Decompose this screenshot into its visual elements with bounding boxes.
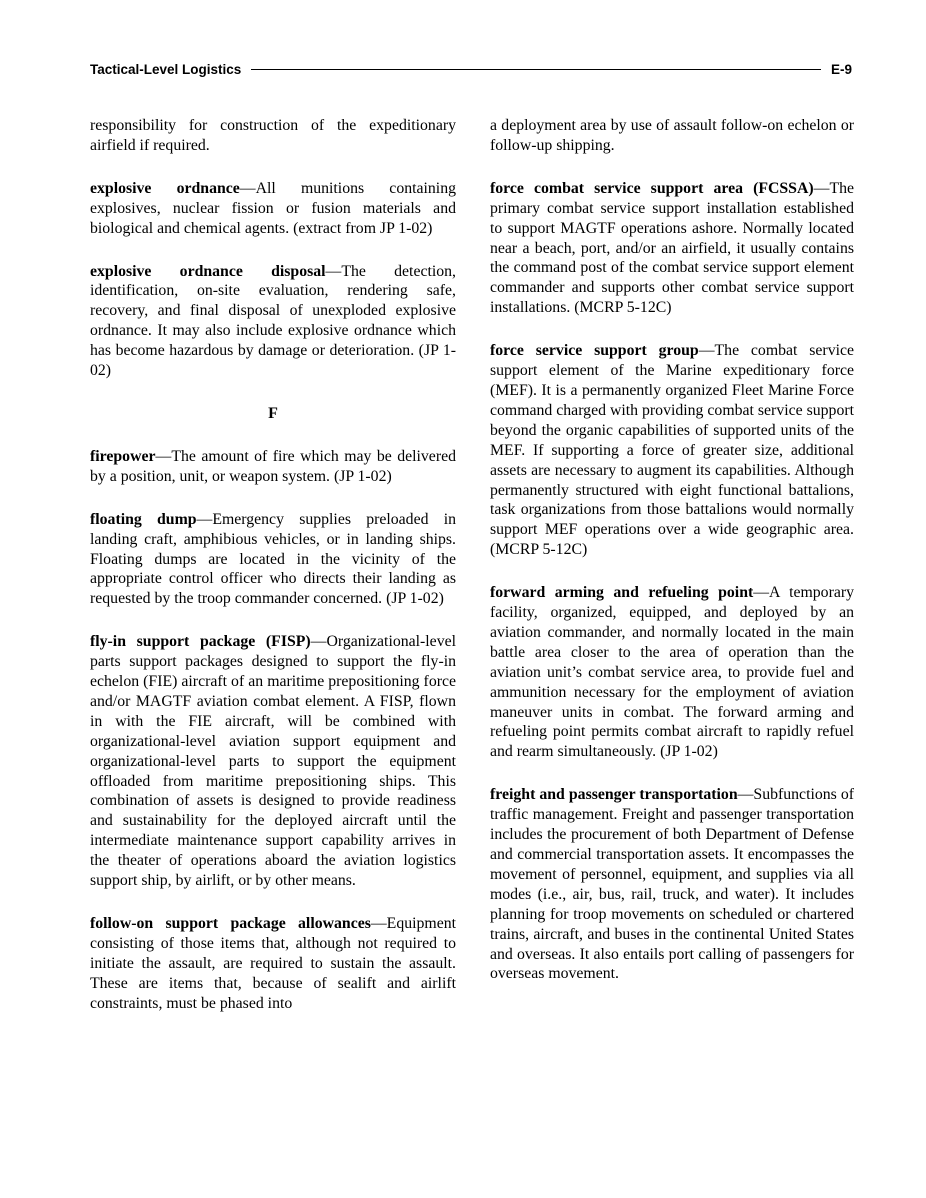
glossary-entry-follow-on-support-package bbox=[90, 914, 456, 1014]
entry-definition: —The combat service support element of the Marine expeditionary force (MEF). It is a permanently organized Fleet Marine Force command charged with providing combat service support beyond the organic capabilities of supported units of the MEF. If supporting a force of greater size, additional assets are necessary to augment its capabilities. Although permanently structured with eight functional battalions, task organizations from those battalions would normally support MEF operations over a wide geographic area. (MCRP 5-12C) bbox=[490, 342, 854, 559]
page-number: E-9 bbox=[830, 61, 852, 77]
entry-term: freight and passenger transportation bbox=[490, 786, 738, 804]
glossary-entry-explosive-ordnance bbox=[90, 179, 456, 239]
entry-definition: —Emergency supplies preloaded in landing craft, amphibious vehicles, or in landing ships. Floating dumps are located in the vicinity of the appropriate control officer who directs their landing as requested by the troop commander concerned. (JP 1-02) bbox=[90, 510, 456, 608]
entry-definition: —Subfunctions of traffic management. Freight and passenger transportation includes the procurement of both Department of Defense and commercial transportation assets. It encompasses the movement of personnel, equipment, and supplies via all modes (i.e., air, bus, rail, truck, and water). It includes planning for troop movements on scheduled or chartered trains, aircraft, and buses in the continental United States and overseas. It also entails port calling of passengers for overseas movement. bbox=[490, 786, 854, 983]
entry-definition: —Equipment consisting of those items that, although not required to initiate the assault, are required to sustain the assault. These are items that, because of sealift and airlift constraints, must be phased into bbox=[90, 915, 456, 1012]
entry-term: force service support group bbox=[490, 342, 699, 360]
entry-term: forward arming and refueling point bbox=[490, 584, 754, 602]
entry-definition: —All munitions containing explosives, nuclear fission or fusion materials and biological and chemical agents. (extract from JP 1-02) bbox=[90, 179, 456, 237]
glossary-entry-firepower bbox=[90, 447, 456, 487]
entry-term: explosive ordnance disposal bbox=[90, 262, 326, 280]
entry-definition: —Organizational-level parts support packages designed to support the fly-in echelon (FIE) aircraft of an maritime prepositioning force and/or MAGTF aviation combat element. A FISP, flown in with the FIE aircraft, will be combined with organizational-level aviation support equipment and organizational-level parts to support the equipment offloaded from maritime prepositioning ships. This combination of assets is designed to provide readiness and sustainability for the deployed aircraft until the intermediate maintenance support capability arrives in the theater of operations aboard the aviation logistics support ship, by airlift, or by other means. bbox=[90, 633, 456, 890]
glossary-entry-floating-dump bbox=[90, 510, 456, 610]
continuation-text: responsibility for construction of the expeditionary airfield if required. bbox=[90, 117, 456, 154]
continuation-text: a deployment area by use of assault follow-on echelon or follow-up shipping. bbox=[490, 117, 854, 154]
header-rule bbox=[251, 69, 821, 70]
entry-term: fly-in support package (FISP) bbox=[90, 633, 311, 651]
entry-term: explosive ordnance bbox=[90, 179, 240, 197]
entry-term: follow-on support package allowances bbox=[90, 915, 371, 932]
section-letter-heading: F bbox=[268, 404, 278, 422]
entry-definition: —The detection, identification, on-site evaluation, rendering safe, recovery, and final disposal of unexploded explosive ordnance. It may also include explosive ordnance which has become hazardous by damage or deterioration. (JP 1-02) bbox=[90, 262, 456, 380]
glossary-entry-fcssa bbox=[490, 179, 854, 318]
entry-term: force combat service support area (FCSSA) bbox=[490, 179, 814, 197]
glossary-entry-explosive-ordnance-disposal bbox=[90, 262, 456, 381]
left-column bbox=[90, 116, 456, 1037]
glossary-entry-force-service-support-group bbox=[490, 341, 854, 560]
header-title: Tactical-Level Logistics bbox=[90, 61, 242, 77]
entry-term: firepower bbox=[90, 447, 156, 465]
entry-term: floating dump bbox=[90, 510, 197, 528]
glossary-entry-farp bbox=[490, 583, 854, 762]
glossary-entry-freight-passenger-transportation bbox=[490, 785, 854, 984]
entry-definition: —A temporary facility, organized, equipped, and deployed by an aviation commander, and normally located in the main battle area closer to the area of operation than the aviation unit’s combat service area, to provide fuel and ammunition necessary for the employment of aviation maneuver units in combat. The forward arming and refueling point permits combat aircraft to rapidly refuel and rearm simultaneously. (JP 1-02) bbox=[490, 584, 854, 761]
entry-definition: —The primary combat service support installation established to support MAGTF operations ashore. Normally located near a beach, port, and/or an airfield, it usually contains the command post of the combat service support element commander and supports other combat service support installations. (MCRP 5-12C) bbox=[490, 179, 854, 317]
entry-definition: —The amount of fire which may be delivered by a position, unit, or weapon system. (JP 1-02) bbox=[90, 447, 456, 485]
glossary-entry-fly-in-support-package bbox=[90, 632, 456, 891]
right-column bbox=[490, 116, 854, 1007]
running-header bbox=[90, 60, 852, 78]
